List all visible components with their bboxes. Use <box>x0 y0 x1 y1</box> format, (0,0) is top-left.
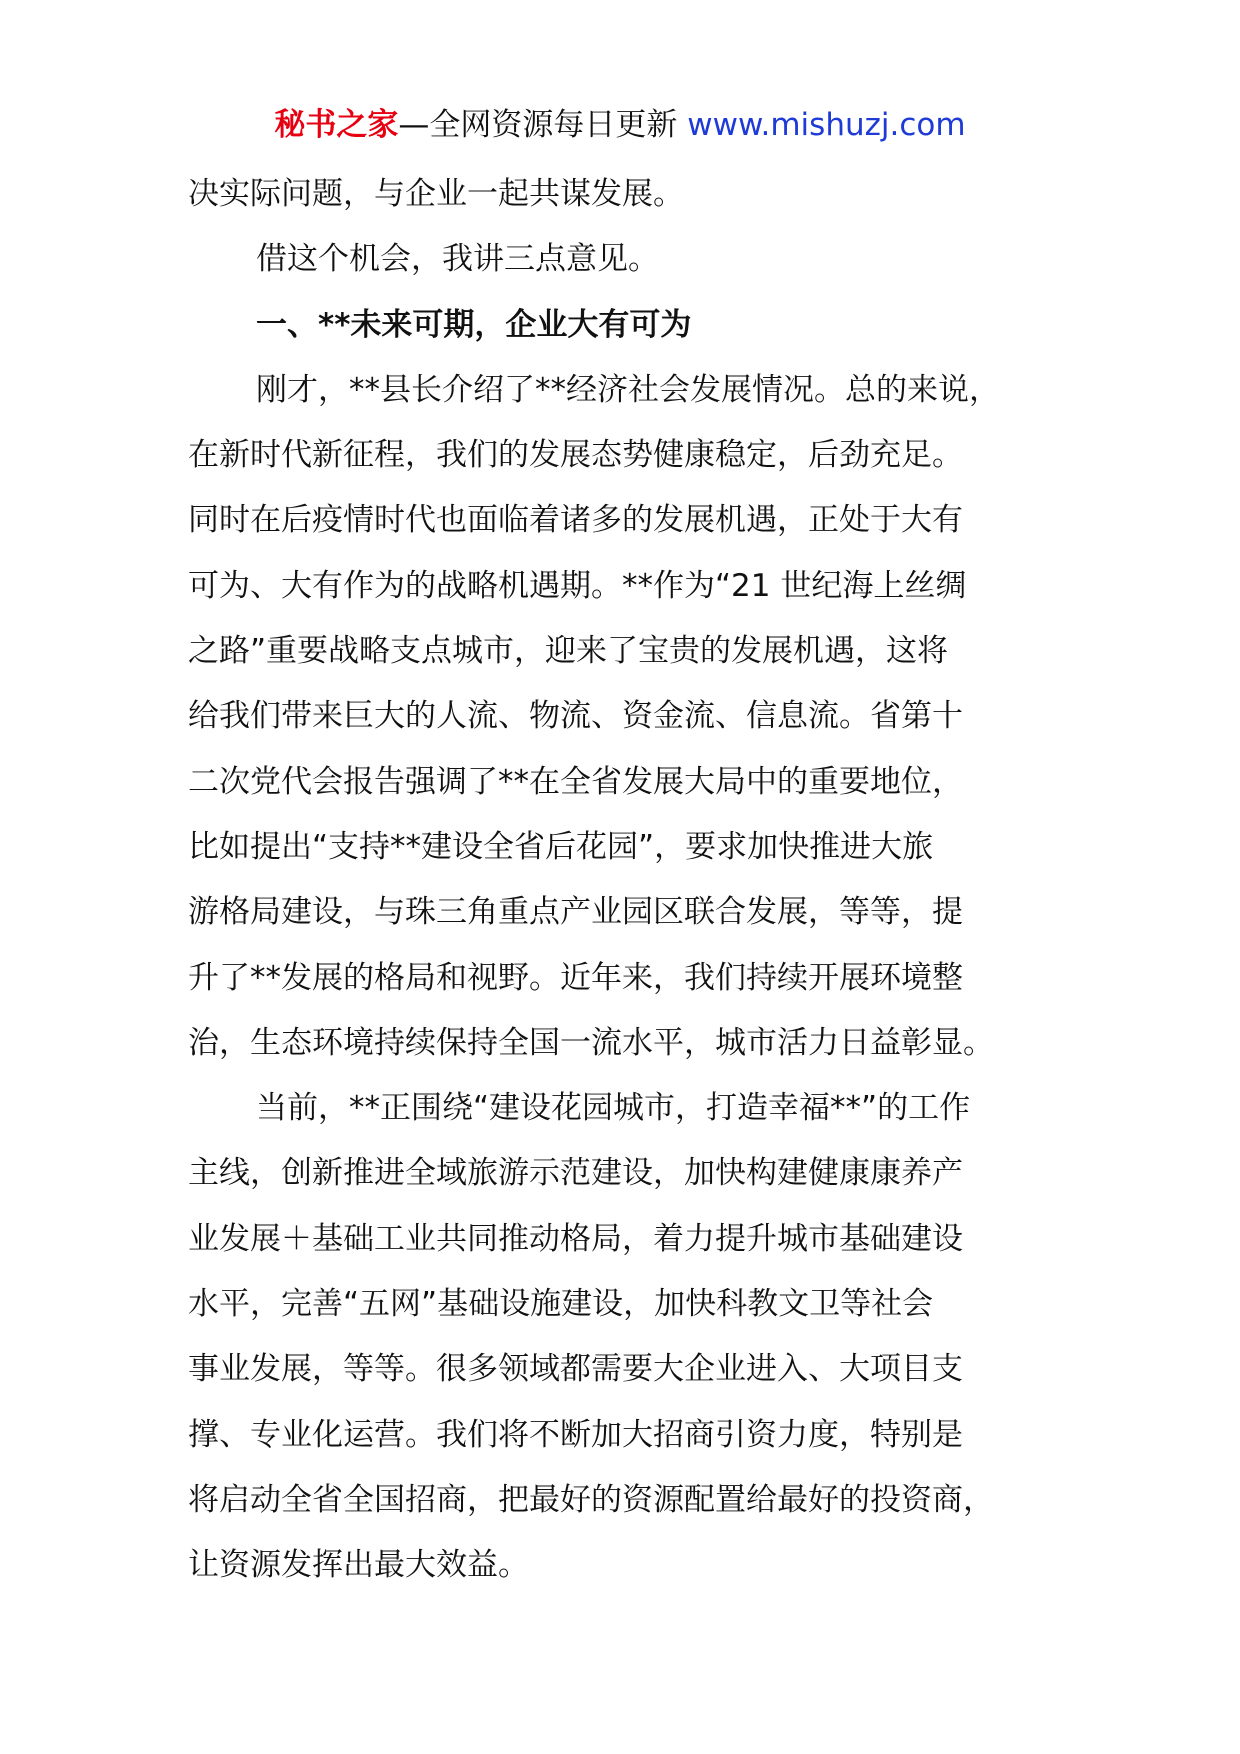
site-url-link[interactable]: www.mishuzj.com <box>687 107 966 143</box>
paragraph-line: 二次党代会报告强调了**在全省发展大局中的重要地位， <box>188 763 963 800</box>
paragraph-line: 刚才，**县长介绍了**经济社会发展情况。总的来说， <box>256 371 1000 408</box>
paragraph-line: 游格局建设，与珠三角重点产业园区联合发展，等等，提 <box>188 894 963 931</box>
paragraph-line: 比如提出“支持**建设全省后花园”，要求加快推进大旅 <box>188 828 934 865</box>
paragraph-line: 主线，创新推进全域旅游示范建设，加快构建健康康养产 <box>188 1155 963 1192</box>
paragraph-line: 事业发展，等等。很多领域都需要大企业进入、大项目支 <box>188 1351 963 1388</box>
paragraph-line: 给我们带来巨大的人流、物流、资金流、信息流。省第十 <box>188 698 963 735</box>
section-heading-1: 一、**未来可期，企业大有可为 <box>256 306 692 343</box>
paragraph-line: 当前，**正围绕“建设花园城市，打造幸福**”的工作 <box>256 1090 971 1127</box>
paragraph-line: 业发展＋基础工业共同推动格局，着力提升城市基础建设 <box>188 1220 963 1257</box>
text-line-continuation: 决实际问题，与企业一起共谋发展。 <box>188 176 684 212</box>
paragraph-line: 可为、大有作为的战略机遇期。**作为“21 世纪海上丝绸 <box>188 567 967 604</box>
paragraph-line: 将启动全省全国招商，把最好的资源配置给最好的投资商， <box>188 1481 994 1518</box>
paragraph-intro: 借这个机会，我讲三点意见。 <box>256 241 659 278</box>
paragraph-line: 让资源发挥出最大效益。 <box>188 1547 529 1584</box>
site-header <box>0 100 1240 150</box>
paragraph-line: 治，生态环境持续保持全国一流水平，城市活力日益彰显。 <box>188 1024 994 1061</box>
site-tagline: —全网资源每日更新 <box>398 107 688 143</box>
paragraph-line: 同时在后疫情时代也面临着诸多的发展机遇，正处于大有 <box>188 502 963 539</box>
paragraph-line: 撑、专业化运营。我们将不断加大招商引资力度，特别是 <box>188 1416 963 1453</box>
site-brand: 秘书之家 <box>274 107 399 143</box>
paragraph-line: 之路”重要战略支点城市，迎来了宝贵的发展机遇，这将 <box>188 633 949 670</box>
paragraph-line: 升了**发展的格局和视野。近年来，我们持续开展环境整 <box>188 959 963 996</box>
document-body <box>188 162 1068 1599</box>
paragraph-line: 水平，完善“五网”基础设施建设，加快科教文卫等社会 <box>188 1286 934 1323</box>
paragraph-line: 在新时代新征程，我们的发展态势健康稳定，后劲充足。 <box>188 437 963 474</box>
